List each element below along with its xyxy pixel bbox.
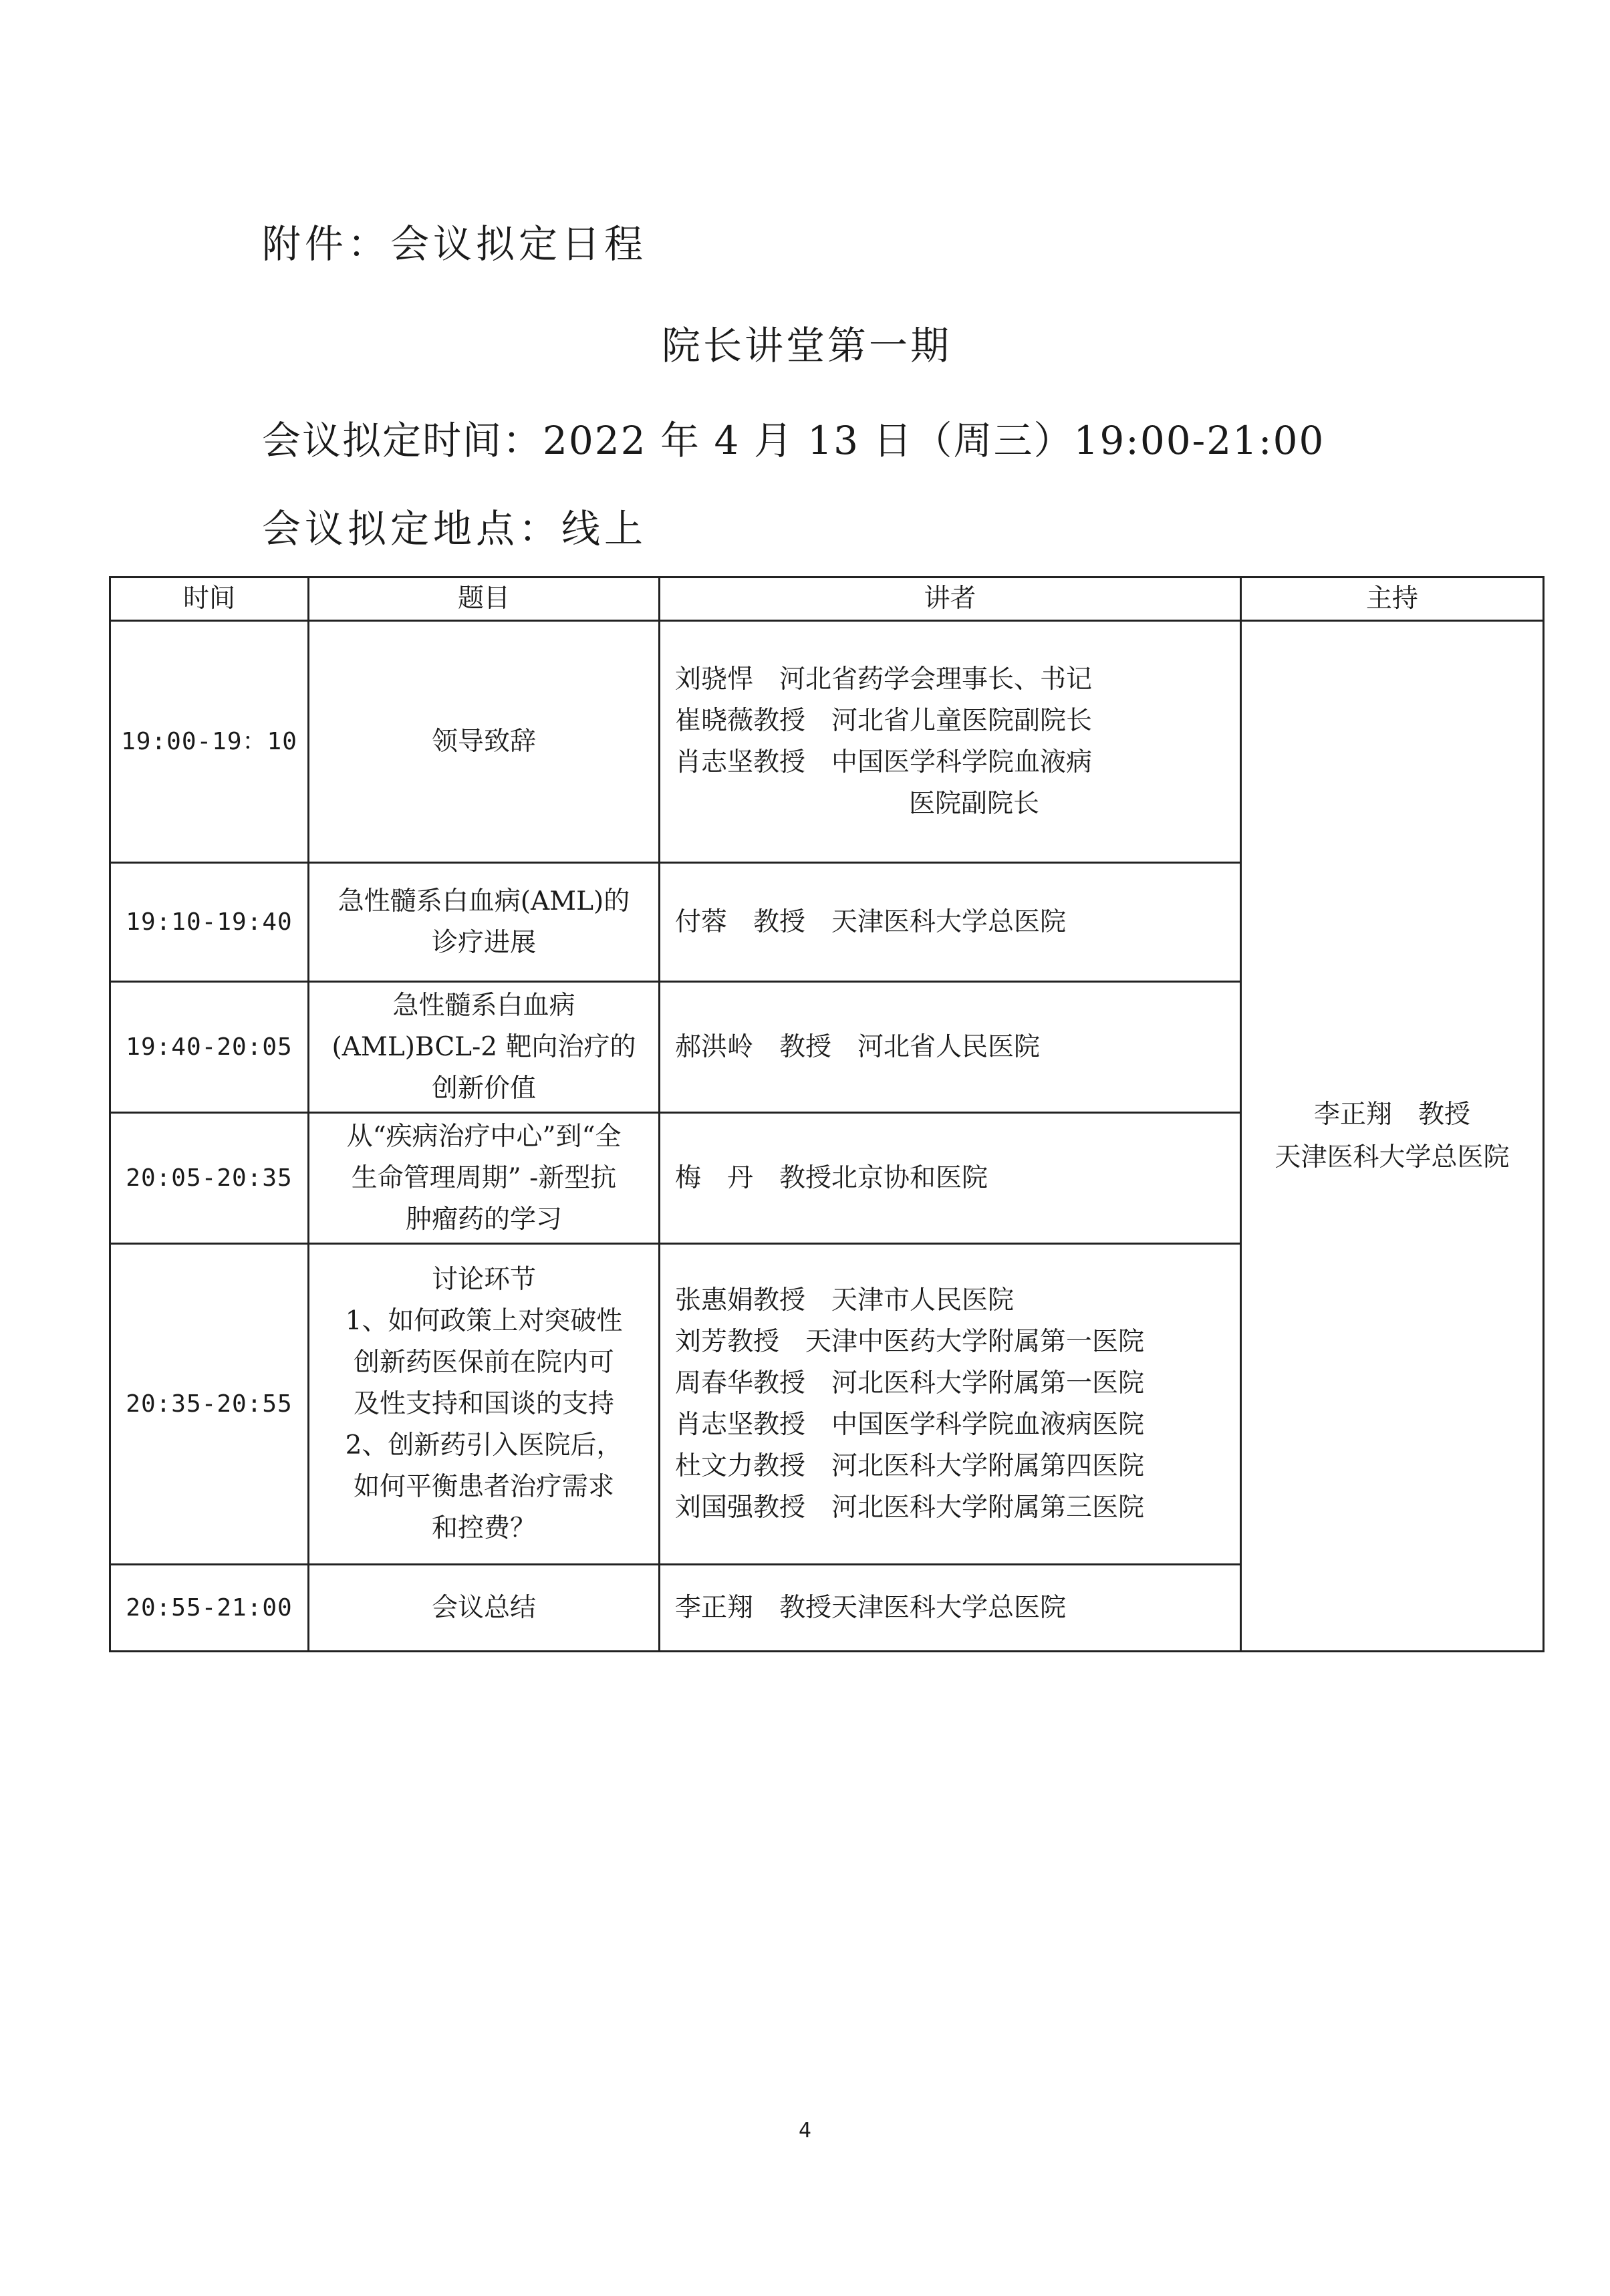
topic-line: 从“疾病治疗中心”到“全 [346, 1121, 622, 1152]
row-speakers [660, 1113, 1241, 1244]
row-topic [309, 621, 660, 863]
topic-line: 及性支持和国谈的支持 [353, 1388, 614, 1419]
header-host: 主持 [1241, 578, 1544, 621]
attachment-label: 附件：会议拟定日程 [262, 221, 648, 267]
schedule-table [109, 576, 1545, 1652]
row-topic [309, 1113, 660, 1244]
topic-line: 肿瘤药的学习 [405, 1204, 562, 1235]
speaker-line: 肖志坚教授 中国医学科学院血液病医院 [675, 1409, 1145, 1440]
speaker-line: 医院副院长 [909, 788, 1040, 819]
topic-line: 1、如何政策上对突破性 [345, 1305, 623, 1336]
row-time: 19:10-19:40 [110, 863, 309, 982]
row-time: 19:40-20:05 [110, 982, 309, 1113]
meeting-place: 会议拟定地点：线上 [262, 506, 648, 551]
topic-line: 急性髓系白血病(AML)的 [338, 886, 630, 916]
row-speakers [660, 1565, 1241, 1652]
table-header-row [110, 578, 1544, 621]
speaker-line: 梅 丹 教授北京协和医院 [675, 1162, 988, 1193]
topic-line: 创新价值 [431, 1073, 536, 1104]
topic-line: 诊疗进展 [431, 927, 536, 958]
row-speakers [660, 863, 1241, 982]
table-row [110, 621, 1544, 863]
header-time: 时间 [110, 578, 309, 621]
topic-line: 讨论环节 [431, 1264, 536, 1295]
row-speakers [660, 982, 1241, 1113]
speaker-line: 刘骁悍 河北省药学会理事长、书记 [675, 664, 1093, 694]
page-number: 4 [798, 2119, 812, 2142]
speaker-line: 张惠娟教授 天津市人民医院 [675, 1285, 1015, 1315]
row-topic [309, 1244, 660, 1565]
row-time: 20:05-20:35 [110, 1113, 309, 1244]
speaker-line: 付蓉 教授 天津医科大学总医院 [675, 906, 1067, 937]
row-time: 20:35-20:55 [110, 1244, 309, 1565]
host-cell [1241, 621, 1544, 1652]
speaker-line: 周春华教授 河北医科大学附属第一医院 [675, 1368, 1145, 1398]
speaker-line: 李正翔 教授天津医科大学总医院 [675, 1592, 1067, 1623]
header-topic: 题目 [309, 578, 660, 621]
row-time: 20:55-21:00 [110, 1565, 309, 1652]
meeting-time: 会议拟定时间：2022 年 4 月 13 日（周三）19:00-21:00 [262, 418, 1325, 463]
row-topic [309, 863, 660, 982]
speaker-line: 刘芳教授 天津中医药大学附属第一医院 [675, 1326, 1145, 1357]
speaker-line: 杜文力教授 河北医科大学附属第四医院 [675, 1450, 1145, 1481]
topic-line: 和控费？ [431, 1513, 536, 1543]
topic-line: 领导致辞 [431, 726, 536, 757]
row-time: 19:00-19：10 [110, 621, 309, 863]
speaker-line: 刘国强教授 河北医科大学附属第三医院 [675, 1492, 1145, 1523]
document-title: 院长讲堂第一期 [662, 323, 952, 368]
host-name: 李正翔 教授 [1313, 1099, 1470, 1130]
row-topic [309, 982, 660, 1113]
topic-line: 会议总结 [431, 1592, 536, 1623]
topic-line: 创新药医保前在院内可 [353, 1347, 614, 1378]
header-speaker: 讲者 [660, 578, 1241, 621]
topic-line: 急性髓系白血病 [392, 990, 575, 1021]
topic-line: (AML)BCL-2 靶向治疗的 [331, 1031, 636, 1062]
row-speakers [660, 1244, 1241, 1565]
row-topic [309, 1565, 660, 1652]
row-speakers [660, 621, 1241, 863]
topic-line: 如何平衡患者治疗需求 [353, 1471, 614, 1502]
topic-line: 2、创新药引入医院后， [345, 1430, 623, 1460]
speaker-line: 肖志坚教授 中国医学科学院血液病 [675, 747, 1093, 777]
speaker-line: 郝洪岭 教授 河北省人民医院 [675, 1031, 1041, 1062]
host-affiliation: 天津医科大学总医院 [1274, 1142, 1510, 1172]
speaker-line: 崔晓薇教授 河北省儿童医院副院长 [675, 705, 1093, 736]
topic-line: 生命管理周期” -新型抗 [351, 1162, 617, 1193]
